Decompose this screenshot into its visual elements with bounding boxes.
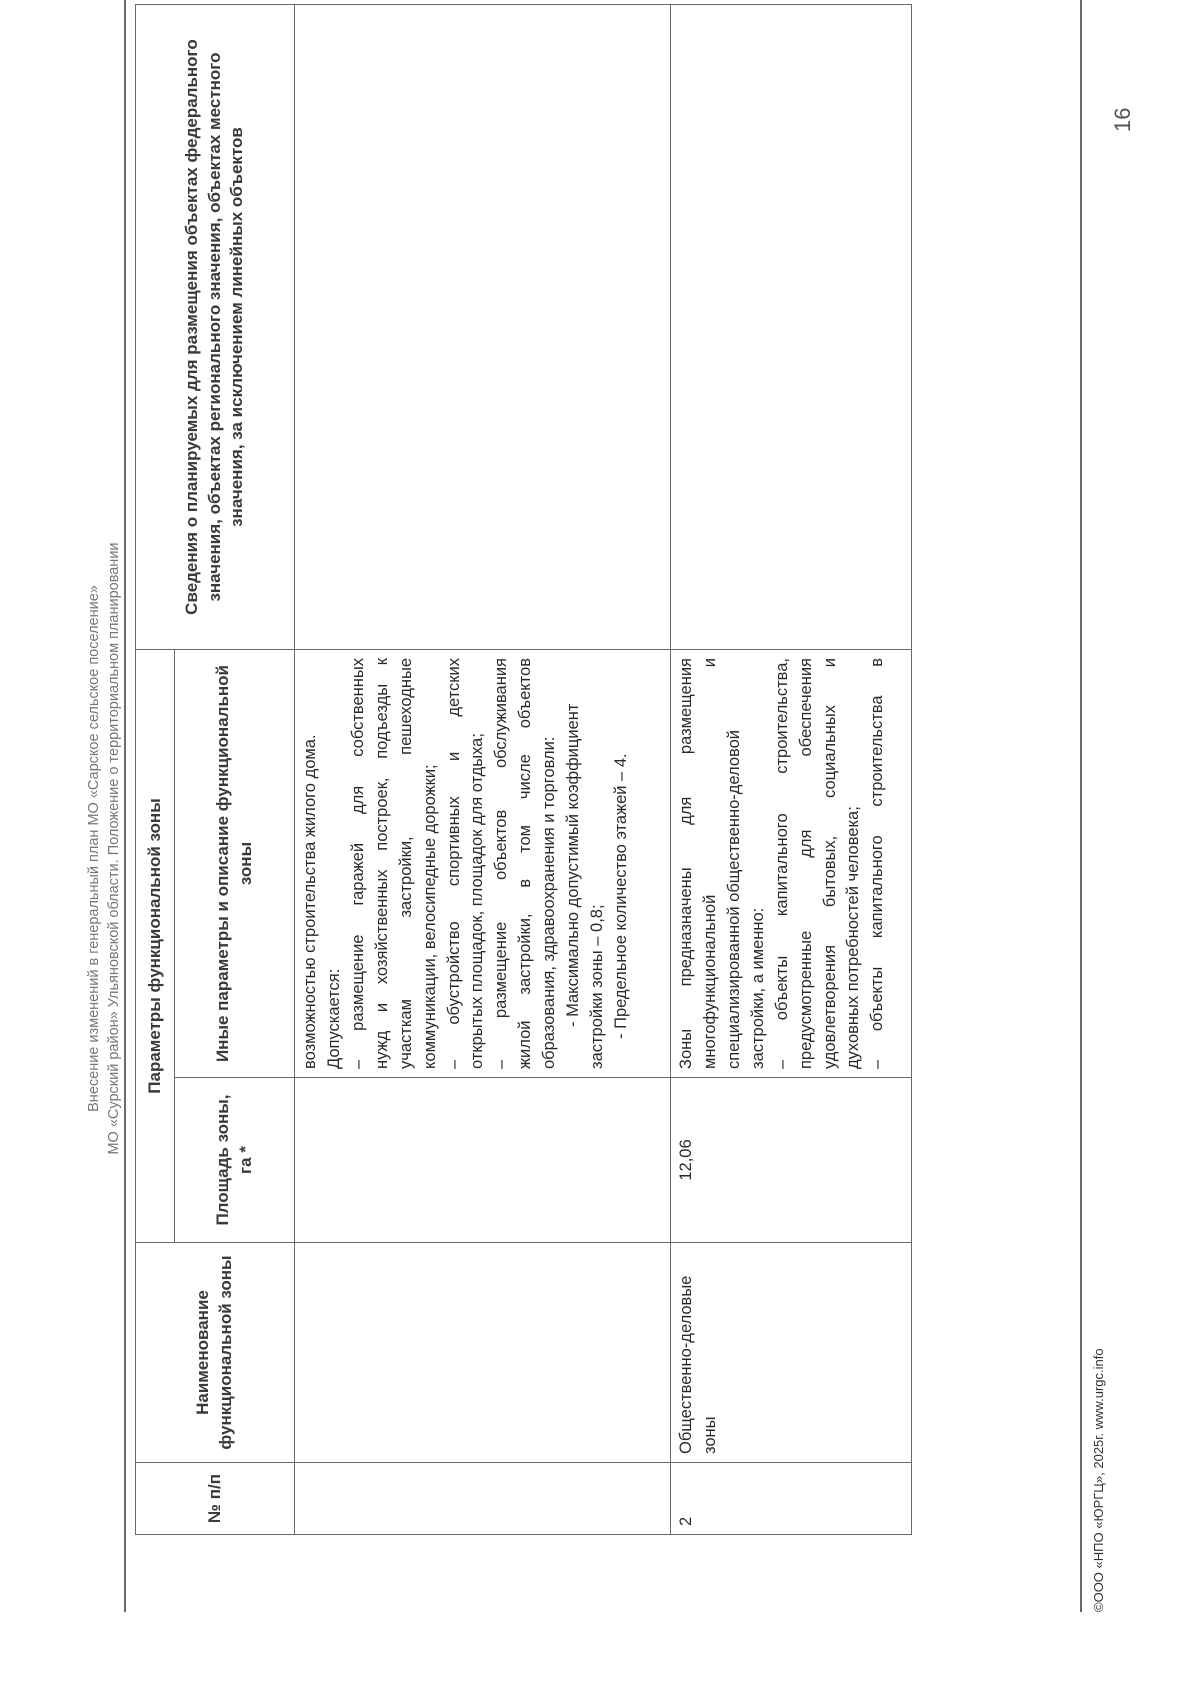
row2-info-cell (671, 5, 912, 650)
row1-line: образования, здравоохранения и торговли: (540, 736, 559, 1069)
document-header-line-1: Внесение изменений в генеральный план МО «Сарское сельское поселение» (86, 585, 102, 1112)
row1-info-cell (295, 5, 671, 650)
row2-line: многофункциональной и (700, 658, 719, 1069)
row1-name-cell (295, 1243, 671, 1463)
row2-line: предусмотренные для обеспечения (796, 658, 815, 1069)
row2-description-cell (671, 650, 912, 1078)
row1-num-cell (295, 1463, 671, 1535)
row2-line: духовных потребностей человека; (844, 806, 863, 1069)
row1-line: - Предельное количество этажей – 4. (611, 753, 630, 1039)
col-header-other: Иные параметры и описание функциональной зоны (175, 650, 295, 1078)
row1-line: нужд и хозяйственных построек, подъезды к (372, 658, 391, 1069)
row2-line: – объекты капитального строительства в (868, 658, 887, 1069)
row2-area-cell (671, 1078, 912, 1243)
col-header-num: № п/п (136, 1463, 295, 1535)
row2-name-cell (671, 1243, 912, 1463)
table-row (671, 5, 912, 1535)
col-header-area: Площадь зоны, га * (175, 1078, 295, 1243)
document-header-line-2: МО «Сурский район» Ульяновской области. Положение о территориальном планировании (106, 542, 122, 1155)
row2-line: застройки, а именно: (748, 907, 767, 1069)
row2-line: специализированной общественно-деловой (724, 729, 743, 1069)
col-header-info: Сведения о планируемых для размещения объектах федерального значения, объектах регионального значения, объектах местного значения, за исключением линейных объектов (136, 5, 295, 650)
col-header-name: Наименование функциональной зоны (136, 1243, 295, 1463)
footer-divider (1080, 0, 1082, 1612)
row1-area-cell (295, 1078, 671, 1243)
row1-line: жилой застройки, в том числе объектов (516, 658, 535, 1069)
page-number: 16 (1110, 107, 1135, 132)
table-row (295, 5, 671, 1535)
row1-line: застройки зоны – 0,8; (588, 904, 607, 1069)
row2-area: 12,06 (677, 1139, 695, 1181)
row1-line: Допускается: (324, 968, 343, 1069)
col-header-params-group: Параметры функциональной зоны (136, 650, 175, 1243)
row1-line: участкам застройки, пешеходные (396, 658, 415, 1069)
row2-name: Общественно-деловые зоны (677, 1275, 719, 1454)
row1-line: - Максимально допустимый коэффициент (564, 703, 583, 1027)
header-divider (124, 0, 126, 1612)
row2-line: удовлетворения бытовых, социальных и (820, 658, 839, 1069)
row1-line: коммуникации, велосипедные дорожки; (420, 764, 439, 1069)
row2-line: – объекты капитального строительства, (772, 658, 791, 1069)
row2-num-cell (671, 1463, 912, 1535)
row1-line: – размещение гаражей для собственных (348, 658, 367, 1069)
row1-line: возможностью строительства жилого дома. (301, 734, 319, 1069)
table-header-row (136, 5, 175, 1535)
row1-description-cell (295, 650, 671, 1078)
footer-copyright: ©ООО «НПО «ЮРГЦ», 2025г. www.urgc.info (1091, 1348, 1106, 1612)
row1-line: – размещение объектов обслуживания (492, 658, 511, 1069)
zones-table (135, 4, 912, 1535)
row1-line: открытых площадок, площадок для отдыха; (468, 733, 487, 1069)
row2-num: 2 (677, 1516, 695, 1526)
row1-line: – обустройство спортивных и детских (444, 658, 463, 1069)
row2-line: Зоны предназначены для размещения (677, 658, 695, 1069)
